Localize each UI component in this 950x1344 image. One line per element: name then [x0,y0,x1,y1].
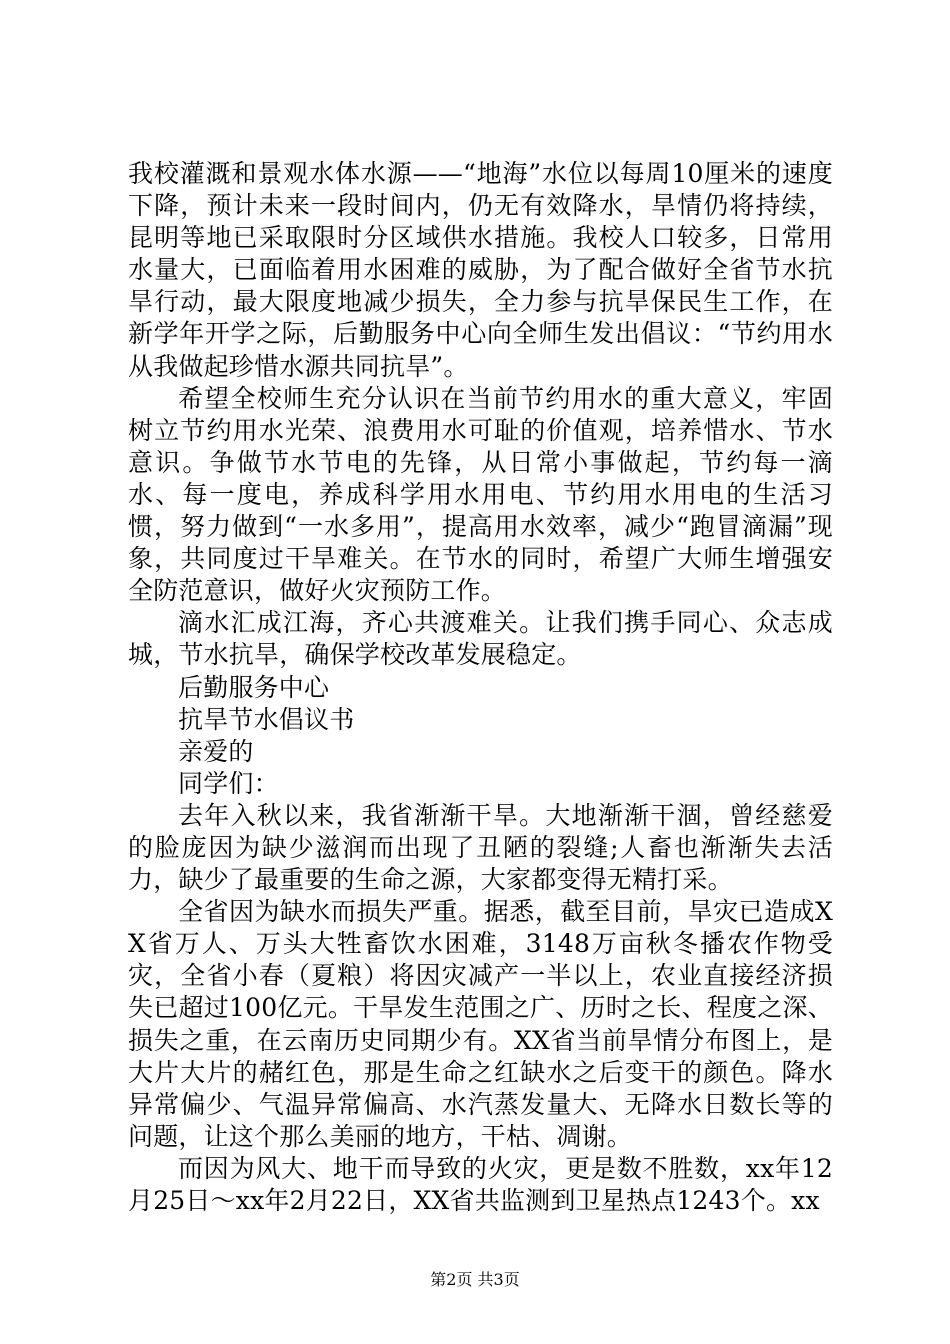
salutation: 同学们： [178,768,279,798]
paragraph: 全省因为缺水而损失严重。据悉，截至目前，旱灾已造成XX省万人、万头大牲畜饮水困难，3148万亩秋冬播农作物受灾，全省小春（夏粮）将因灾减产一半以上，农业直接经济损失已超过100亿元。干旱发生范围之广、历时之长、程度之深、损失之重，在云南历史同期少有。XX省当前旱情分布图上，是大片大片的赭红色，那是生命之红缺水之后变干的颜色。降水异常偏少、气温异常偏高、水汽蒸发量大、无降水日数长等的问题，让这个那么美丽的地方，干枯、凋谢。 [128,897,833,1151]
paragraph: 滴水汇成江海，齐心共渡难关。让我们携手同心、众志成城，节水抗旱，确保学校改革发展稳定。 [128,608,833,670]
paragraph: 我校灌溉和景观水体水源——“地海”水位以每周10厘米的速度下降，预计未来一段时间内，仍无有效降水，旱情仍将持续，昆明等地已采取限时分区域供水措施。我校人口较多，日常用水量大，已面临着用水困难的威胁，为了配合做好全省节水抗旱行动，最大限度地减少损失，全力参与抗旱保民生工作，在新学年开学之际，后勤服务中心向全师生发出倡议：“节约用水从我做起珍惜水源共同抗旱”。 [128,159,833,381]
paragraph: 希望全校师生充分认识在当前节约用水的重大意义，牢固树立节约用水光荣、浪费用水可耻的价值观，培养惜水、节水意识。争做节水节电的先锋，从日常小事做起，节约每一滴水、每一度电，养成科学用水用电、节约用水用电的生活习惯，努力做到“一水多用”，提高用水效率，减少“跑冒滴漏”现象，共同度过干旱难关。在节水的同时，希望广大师生增强安全防范意识，做好火灾预防工作。 [128,383,833,606]
paragraph: 去年入秋以来，我省渐渐干旱。大地渐渐干涸，曾经慈爱的脸庞因为缺少滋润而出现了丑陋的裂缝;人畜也渐渐失去活力，缺少了最重要的生命之源，大家都变得无精打采。 [128,800,833,895]
document-heading: 抗旱节水倡议书 [178,704,355,734]
salutation: 亲爱的 [178,736,254,766]
page-number: 第2页 共3页 [430,1270,520,1289]
paragraph: 而因为风大、地干而导致的火灾，更是数不胜数，xx年12月25日～xx年2月22日，XX省共监测到卫星热点1243个。xx [128,1153,833,1215]
document-body [128,158,833,1217]
signature-line: 后勤服务中心 [178,672,330,702]
